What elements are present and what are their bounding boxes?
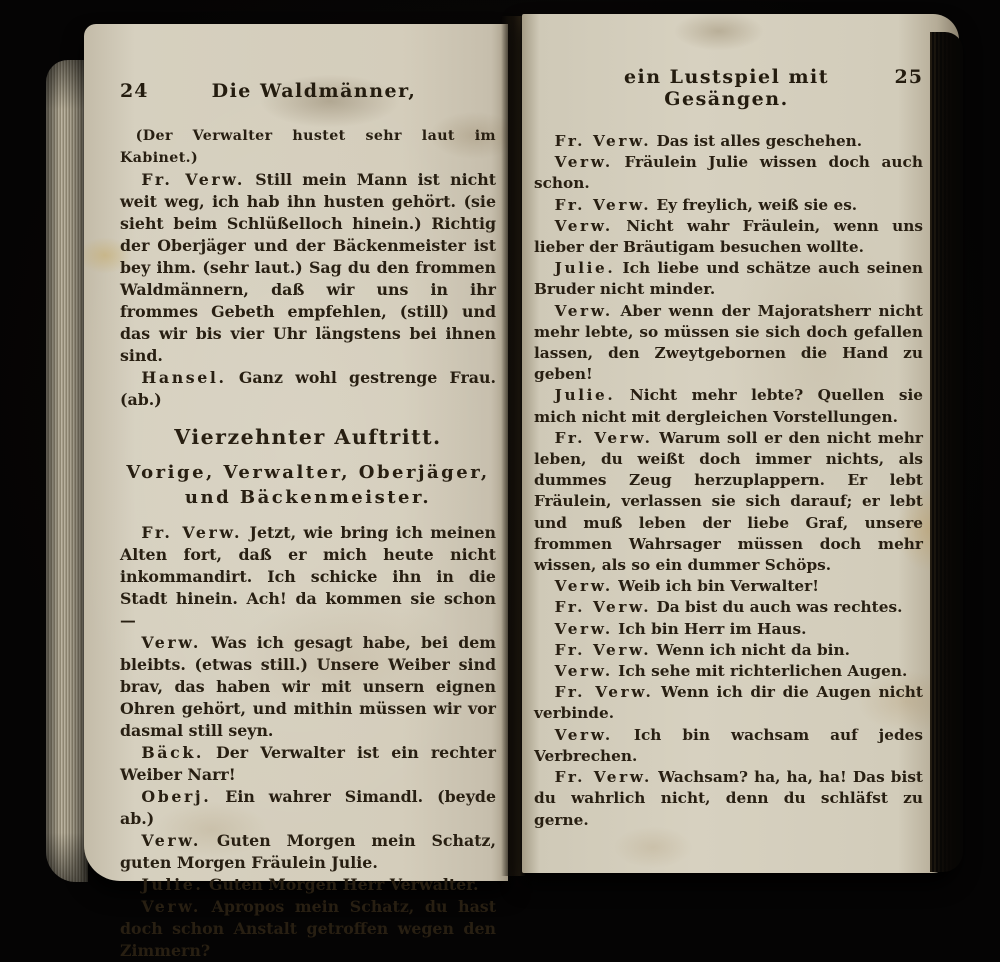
speech-paragraph: Fr. Verw. Wenn ich nicht da bin.	[554, 640, 850, 659]
stage: (Der Verwalter hustet sehr laut im Kabinet.)	[120, 128, 496, 166]
speaker-name: Verw.	[554, 725, 613, 744]
scene-heading: Vierzehnter Auftritt.	[174, 425, 442, 449]
speaker-name: Fr. Verw.	[554, 598, 652, 617]
speaker-name: Verw.	[554, 153, 613, 172]
speech-paragraph: Verw. Apropos mein Schatz, du hast doch schon Anstalt getroffen wegen den Zimmern?	[120, 897, 496, 960]
speech-paragraph: Hansel. Ganz wohl gestrenge Frau. (ab.)	[120, 368, 496, 409]
speech-paragraph: Fr. Verw. Warum soll er den nicht mehr leben, du weißt doch immer nichts, als dummes Zeug herzuplappern. Er lebt Fräulein, verlassen sie sich darauf; er lebt und muß leben der liebe Graf, unsere frommen Wahrsager müssen doch mehr wissen, als so ein dummer Schöps.	[534, 428, 923, 575]
speaker-name: Bäck.	[141, 743, 204, 762]
speech-paragraph: Fr. Verw. Wachsam? ha, ha, ha! Das bist du wahrlich nicht, denn du schläfst zu gerne.	[534, 768, 923, 829]
speaker-name: Verw.	[141, 633, 202, 652]
speaker-name: Julie.	[554, 386, 616, 405]
speech-paragraph: Julie. Nicht mehr lebte? Quellen sie mich nicht mit dergleichen Vorstellungen.	[534, 386, 923, 426]
speech-paragraph: Fr. Verw. Da bist du auch was rechtes.	[554, 598, 903, 617]
speaker-name: Fr. Verw.	[554, 195, 652, 214]
left-page	[84, 24, 508, 960]
speech-paragraph: Fr. Verw. Das ist alles geschehen.	[554, 132, 863, 150]
speech-paragraph: Verw. Ich bin wachsam auf jedes Verbrechen.	[534, 725, 923, 765]
speaker-name: Oberj.	[141, 787, 212, 806]
right-page-number: 25	[894, 66, 923, 88]
speech-paragraph: Verw. Fräulein Julie wissen doch auch schon.	[534, 153, 923, 193]
speech-paragraph: Verw. Was ich gesagt habe, bei dem bleibts. (etwas still.) Unsere Weiber sind brav, das haben wir mit unsern eignen Ohren gehört, und mithin müssen wir vor dasmal still seyn.	[120, 633, 496, 740]
speaker-name: Verw.	[554, 662, 613, 681]
right-page-surface	[522, 14, 959, 873]
speech-paragraph: Bäck. Der Verwalter ist ein rechter Weiber Narr!	[120, 743, 496, 784]
speech-paragraph: Verw. Weib ich bin Verwalter!	[554, 577, 819, 596]
speech-paragraph: Fr. Verw. Wenn ich dir die Augen nicht verbinde.	[534, 683, 923, 723]
speaker-name: Verw.	[554, 216, 613, 235]
left-fore-edge-pages	[46, 60, 88, 882]
left-page-surface	[84, 24, 508, 960]
speech-paragraph: Verw. Nicht wahr Fräulein, wenn uns lieber der Bräutigam besuchen wollte.	[534, 216, 923, 257]
speech-paragraph: Fr. Verw. Jetzt, wie bring ich meinen Alten fort, daß er mich heute nicht inkommandirt. Ich schicke ihn in die Stadt hinein. Ach! da kommen sie schon —	[120, 523, 496, 630]
speaker-name: Verw.	[554, 619, 613, 638]
speaker-name: Fr. Verw.	[554, 683, 654, 702]
speaker-name: Julie.	[554, 259, 616, 278]
speaker-name: Hansel.	[141, 368, 227, 387]
left-page-text	[120, 125, 496, 962]
speaker-name: Verw.	[554, 577, 613, 596]
right-page-block-edge	[930, 32, 963, 872]
speaker-name: Verw.	[141, 831, 202, 850]
speaker-name: Fr. Verw.	[554, 768, 652, 787]
speaker-name: Verw.	[141, 897, 202, 916]
speech-paragraph: Verw. Aber wenn der Majoratsherr nicht mehr lebte, so müssen sie sich doch gefallen lassen, den Zweytgebornen die Hand zu geben!	[534, 301, 923, 384]
speaker-name: Verw.	[554, 301, 613, 320]
speaker-name: Fr. Verw.	[141, 170, 245, 189]
left-running-title: Die Waldmänner,	[211, 80, 417, 102]
cast: Vorige, Verwalter, Oberjäger, und Bäckenmeister.	[126, 462, 490, 508]
left-page-header	[120, 80, 496, 102]
speech-paragraph: Fr. Verw. Still mein Mann ist nicht weit weg, ich hab ihn husten gehört. (sie sieht beim Schlüßelloch hinein.) Richtig der Oberjäger und der Bäckenmeister ist bey ihm. (sehr laut.) Sag du den frommen Waldmännern, daß wir uns in ihr frommes Gebeth empfehlen, (still) und das wir bis vier Uhr längstens bei ihnen sind.	[120, 170, 496, 365]
speech-paragraph: Fr. Verw. Ey freylich, weiß sie es.	[554, 195, 858, 214]
speech-paragraph: Verw. Ich sehe mit richterlichen Augen.	[554, 662, 908, 681]
left-page-number: 24	[120, 80, 149, 102]
right-page-text	[534, 131, 923, 831]
speaker-name: Julie.	[141, 875, 204, 894]
right-page	[522, 14, 959, 873]
speech-paragraph: Julie. Ich liebe und schätze auch seinen Bruder nicht minder.	[534, 259, 923, 299]
speaker-name: Fr. Verw.	[141, 523, 243, 542]
speech-paragraph: Verw. Ich bin Herr im Haus.	[554, 619, 807, 638]
right-running-title: ein Lustspiel mit Gesängen.	[623, 66, 830, 110]
speech-paragraph: Julie. Guten Morgen Herr Verwalter.	[141, 875, 479, 894]
speaker-name: Fr. Verw.	[554, 132, 652, 150]
right-page-header	[534, 66, 923, 110]
speech-paragraph: Oberj. Ein wahrer Simandl. (beyde ab.)	[120, 787, 496, 828]
speaker-name: Fr. Verw.	[554, 640, 652, 659]
speaker-name: Fr. Verw.	[554, 428, 653, 447]
speech-paragraph: Verw. Guten Morgen mein Schatz, guten Morgen Fräulein Julie.	[120, 831, 496, 872]
